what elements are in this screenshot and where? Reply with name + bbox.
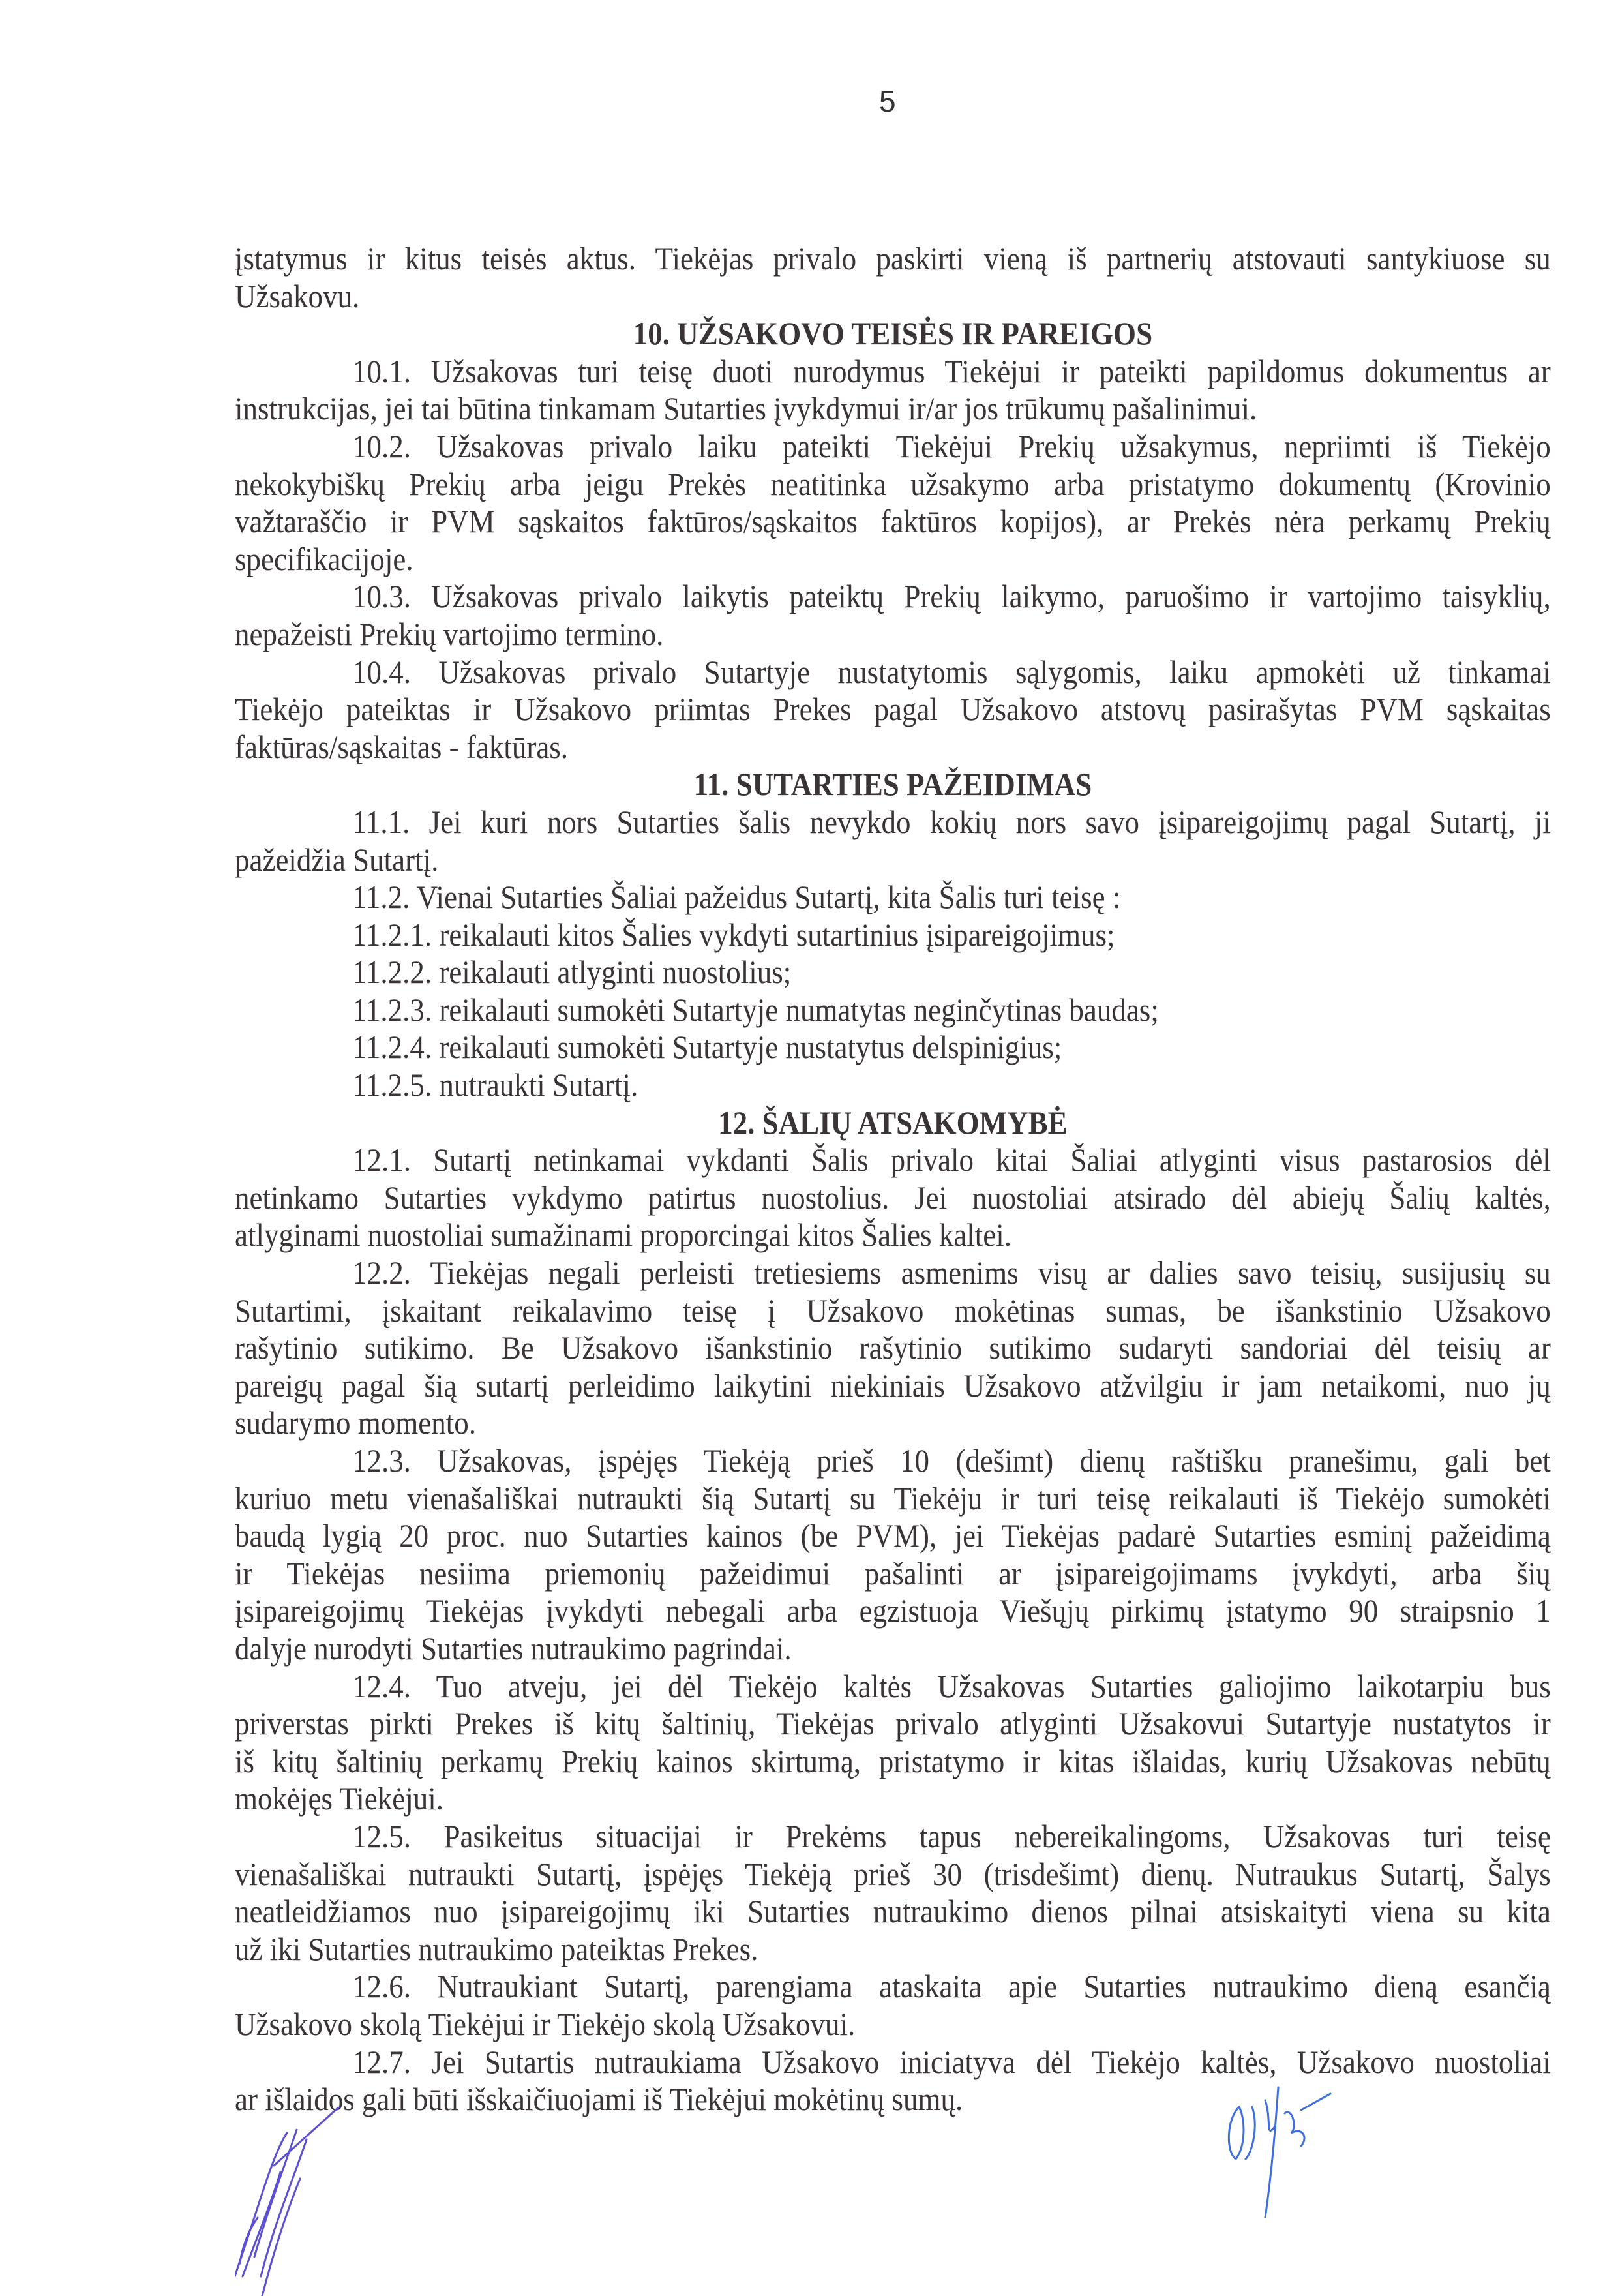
text-line-text: nekokybiškų Prekių arba jeigu Prekės neatitinka užsakymo arba pristatymo dokumentų (Krovinio	[235, 465, 1551, 502]
text-line	[235, 1931, 1551, 1969]
text-line-text: priverstas pirkti Prekes iš kitų šaltinių, Tiekėjas privalo atlyginti Užsakovui Sutartyje nustatytos ir	[235, 1705, 1551, 1742]
text-line-text: ar išlaidos gali būti išskaičiuojami iš Tiekėjui mokėtinų sumų.	[235, 2081, 963, 2118]
text-line	[235, 1856, 1551, 1894]
text-line	[235, 1329, 1551, 1367]
text-line-text: neatleidžiamos nuo įsipareigojimų iki Sutarties nutraukimo dienos pilnai atsiskaityti viena su kita	[235, 1893, 1551, 1930]
text-line-text: pareigų pagal šią sutartį perleidimo laikytini niekiniais Užsakovo atžvilgiu ir jam netaikomi, nuo jų	[235, 1367, 1551, 1404]
clause-line-text: 10.3. Užsakovas privalo laikytis pateiktų Prekių laikymo, paruošimo ir vartojimo taisyklių,	[352, 578, 1551, 615]
clause-line-text: 12.7. Jei Sutartis nutraukiama Užsakovo iniciatyva dėl Tiekėjo kaltės, Užsakovo nuostoliai	[352, 2043, 1551, 2080]
clause-line-text: 12.2. Tiekėjas negali perleisti tretiesiems asmenims visų ar dalies savo teisių, susijusių su	[352, 1254, 1551, 1292]
text-line	[235, 390, 1551, 428]
clause-line-text: 11.2.3. reikalauti sumokėti Sutartyje numatytas neginčytinas baudas;	[352, 991, 1159, 1028]
text-line-text: už iki Sutarties nutraukimo pateiktas Prekes.	[235, 1930, 758, 1967]
clause-line	[235, 578, 1551, 616]
text-line-text: vienašališkai nutraukti Sutartį, įspėjęs Tiekėją prieš 30 (trisdešimt) dienų. Nutraukus Sutartį, Šalys	[235, 1855, 1551, 1892]
text-line	[235, 2006, 1551, 2044]
text-line	[235, 1743, 1551, 1781]
section-heading-text: 10. UŽSAKOVO TEISĖS IR PAREIGOS	[633, 315, 1153, 352]
text-line-text: ir Tiekėjas nesiima priemonių pažeidimui pašalinti ar įsipareigojimams įvykdyti, arba šių	[235, 1554, 1551, 1592]
text-line-text: pažeidžia Sutartį.	[235, 841, 439, 878]
contract-body	[235, 240, 1551, 2119]
text-line	[235, 729, 1551, 766]
section-heading-text: 12. ŠALIŲ ATSAKOMYBĖ	[718, 1104, 1068, 1141]
clause-line-text: 10.4. Užsakovas privalo Sutartyje nustatytomis sąlygomis, laiku apmokėti už tinkamai	[352, 653, 1551, 690]
clause-line-text: 11.2.5. nutraukti Sutartį.	[352, 1066, 638, 1104]
text-line-text: iš kitų šaltinių perkamų Prekių kainos skirtumą, pristatymo ir kitas išlaidas, kurių Užsakovas nebūtų	[235, 1742, 1551, 1779]
text-line-text: dalyje nurodyti Sutarties nutraukimo pagrindai.	[235, 1629, 792, 1667]
text-line-text: atlyginami nuostoliai sumažinami proporcingai kitos Šalies kaltei.	[235, 1216, 1012, 1254]
text-line	[235, 1404, 1551, 1442]
text-line	[235, 1893, 1551, 1931]
text-line-text: Užsakovo skolą Tiekėjui ir Tiekėjo skolą Užsakovui.	[235, 2005, 856, 2042]
text-line-text: sudarymo momento.	[235, 1404, 476, 1442]
clause-line-text: 10.1. Užsakovas turi teisę duoti nurodymus Tiekėjui ir pateikti papildomus dokumentus ar	[352, 352, 1551, 389]
signature-left	[235, 2107, 430, 2296]
clause-line	[235, 991, 1551, 1029]
text-line	[235, 278, 1551, 316]
text-line	[235, 503, 1551, 541]
clause-line	[235, 804, 1551, 841]
text-line-text: instrukcijas, jei tai būtina tinkamam Sutarties įvykdymui ir/ar jos trūkumų pašalinimui.	[235, 390, 1257, 427]
clause-line	[235, 1668, 1551, 1706]
text-line	[235, 1216, 1551, 1254]
text-line	[235, 841, 1551, 879]
text-line	[235, 1555, 1551, 1593]
clause-line-text: 12.5. Pasikeitus situacijai ir Prekėms tapus nebereikalingoms, Užsakovas turi teisę	[352, 1817, 1551, 1854]
text-line-text: kuriuo metu vienašališkai nutraukti šią Sutartį su Tiekėju ir turi teisę reikalauti iš Tiekėjo sumokėti	[235, 1479, 1551, 1517]
clause-line-text: 11.1. Jei kuri nors Sutarties šalis nevykdo kokių nors savo įsipareigojimų pagal Sutartį, ji	[352, 803, 1551, 840]
clause-line-text: 12.4. Tuo atveju, jei dėl Tiekėjo kaltės Užsakovas Sutarties galiojimo laikotarpiu bus	[352, 1667, 1551, 1704]
clause-line-text: 12.6. Nutraukiant Sutartį, parengiama ataskaita apie Sutarties nutraukimo dieną esančią	[352, 1968, 1551, 2005]
clause-line	[235, 1818, 1551, 1856]
clause-line	[235, 954, 1551, 991]
text-line-text: faktūras/sąskaitas - faktūras.	[235, 728, 569, 765]
text-line-text: Sutartimi, įskaitant reikalavimo teisę į Užsakovo mokėtinas sumas, be išankstinio Užsakovo	[235, 1292, 1551, 1329]
section-heading-text: 11. SUTARTIES PAŽEIDIMAS	[693, 766, 1092, 803]
text-line-text: netinkamo Sutarties vykdymo patirtus nuostolius. Jei nuostoliai atsirado dėl abiejų Šalių kaltės,	[235, 1179, 1551, 1216]
clause-line-text: 11.2.2. reikalauti atlyginti nuostolius;	[352, 954, 792, 991]
text-line	[235, 1480, 1551, 1518]
text-line	[235, 1292, 1551, 1330]
signature-right	[1226, 2081, 1409, 2218]
text-line	[235, 616, 1551, 654]
text-line	[235, 1705, 1551, 1743]
clause-line-text: 11.2. Vienai Sutarties Šaliai pažeidus Sutartį, kita Šalis turi teisę :	[352, 879, 1121, 916]
text-line-text: Užsakovu.	[235, 277, 360, 314]
text-line-text: įstatymus ir kitus teisės aktus. Tiekėjas privalo paskirti vieną iš partnerių atstovauti santykiuose su	[235, 240, 1551, 277]
clause-line	[235, 1442, 1551, 1480]
section-heading	[235, 1104, 1551, 1142]
clause-line-text: 12.1. Sutartį netinkamai vykdanti Šalis privalo kitai Šaliai atlyginti visus pastarosios dėl	[352, 1141, 1551, 1179]
text-line	[235, 1179, 1551, 1217]
text-line-text: įsipareigojimų Tiekėjas įvykdyti nebegali arba egzistuoja Viešųjų pirkimų įstatymo 90 straipsnio 1	[235, 1592, 1551, 1629]
clause-line-text: 11.2.4. reikalauti sumokėti Sutartyje nustatytus delspinigius;	[352, 1029, 1062, 1066]
text-line	[235, 1780, 1551, 1818]
clause-line-text: 12.3. Užsakovas, įspėjęs Tiekėją prieš 10 (dešimt) dienų raštišku pranešimu, gali bet	[352, 1442, 1551, 1479]
clause-line-text: 11.2.1. reikalauti kitos Šalies vykdyti sutartinius įsipareigojimus;	[352, 916, 1115, 953]
text-line	[235, 1517, 1551, 1555]
page-number: 5	[879, 84, 896, 118]
text-line	[235, 1367, 1551, 1405]
clause-line	[235, 1141, 1551, 1179]
clause-line	[235, 2044, 1551, 2081]
clause-line	[235, 1254, 1551, 1292]
clause-line	[235, 353, 1551, 391]
text-line	[235, 541, 1551, 579]
clause-line	[235, 654, 1551, 691]
text-line-text: važtaraščio ir PVM sąskaitos faktūros/sąskaitos faktūros kopijos), ar Prekės nėra perkamų Prekių	[235, 503, 1551, 540]
text-line	[235, 1630, 1551, 1668]
section-heading	[235, 766, 1551, 804]
text-line-text: rašytinio sutikimo. Be Užsakovo išankstinio rašytinio sutikimo sudaryti sandoriai dėl teisių ar	[235, 1329, 1551, 1367]
clause-line	[235, 1968, 1551, 2006]
text-line	[235, 691, 1551, 729]
text-line-text: baudą lygią 20 proc. nuo Sutarties kainos (be PVM), jei Tiekėjas padarė Sutarties esminį pažeidimą	[235, 1517, 1551, 1554]
text-line	[235, 240, 1551, 278]
clause-line-text: 10.2. Užsakovas privalo laiku pateikti Tiekėjui Prekių užsakymus, nepriimti iš Tiekėjo	[352, 427, 1551, 464]
clause-line	[235, 1066, 1551, 1104]
clause-line	[235, 916, 1551, 954]
section-heading	[235, 315, 1551, 353]
clause-line	[235, 879, 1551, 916]
text-line-text: mokėjęs Tiekėjui.	[235, 1780, 444, 1817]
clause-line	[235, 1029, 1551, 1066]
text-line-text: Tiekėjo pateiktas ir Užsakovo priimtas Prekes pagal Užsakovo atstovų pasirašytas PVM sąskaitas	[235, 691, 1551, 728]
text-line	[235, 1592, 1551, 1630]
clause-line	[235, 428, 1551, 466]
text-line-text: specifikacijoje.	[235, 540, 413, 577]
text-line-text: nepažeisti Prekių vartojimo termino.	[235, 615, 664, 652]
text-line	[235, 466, 1551, 504]
